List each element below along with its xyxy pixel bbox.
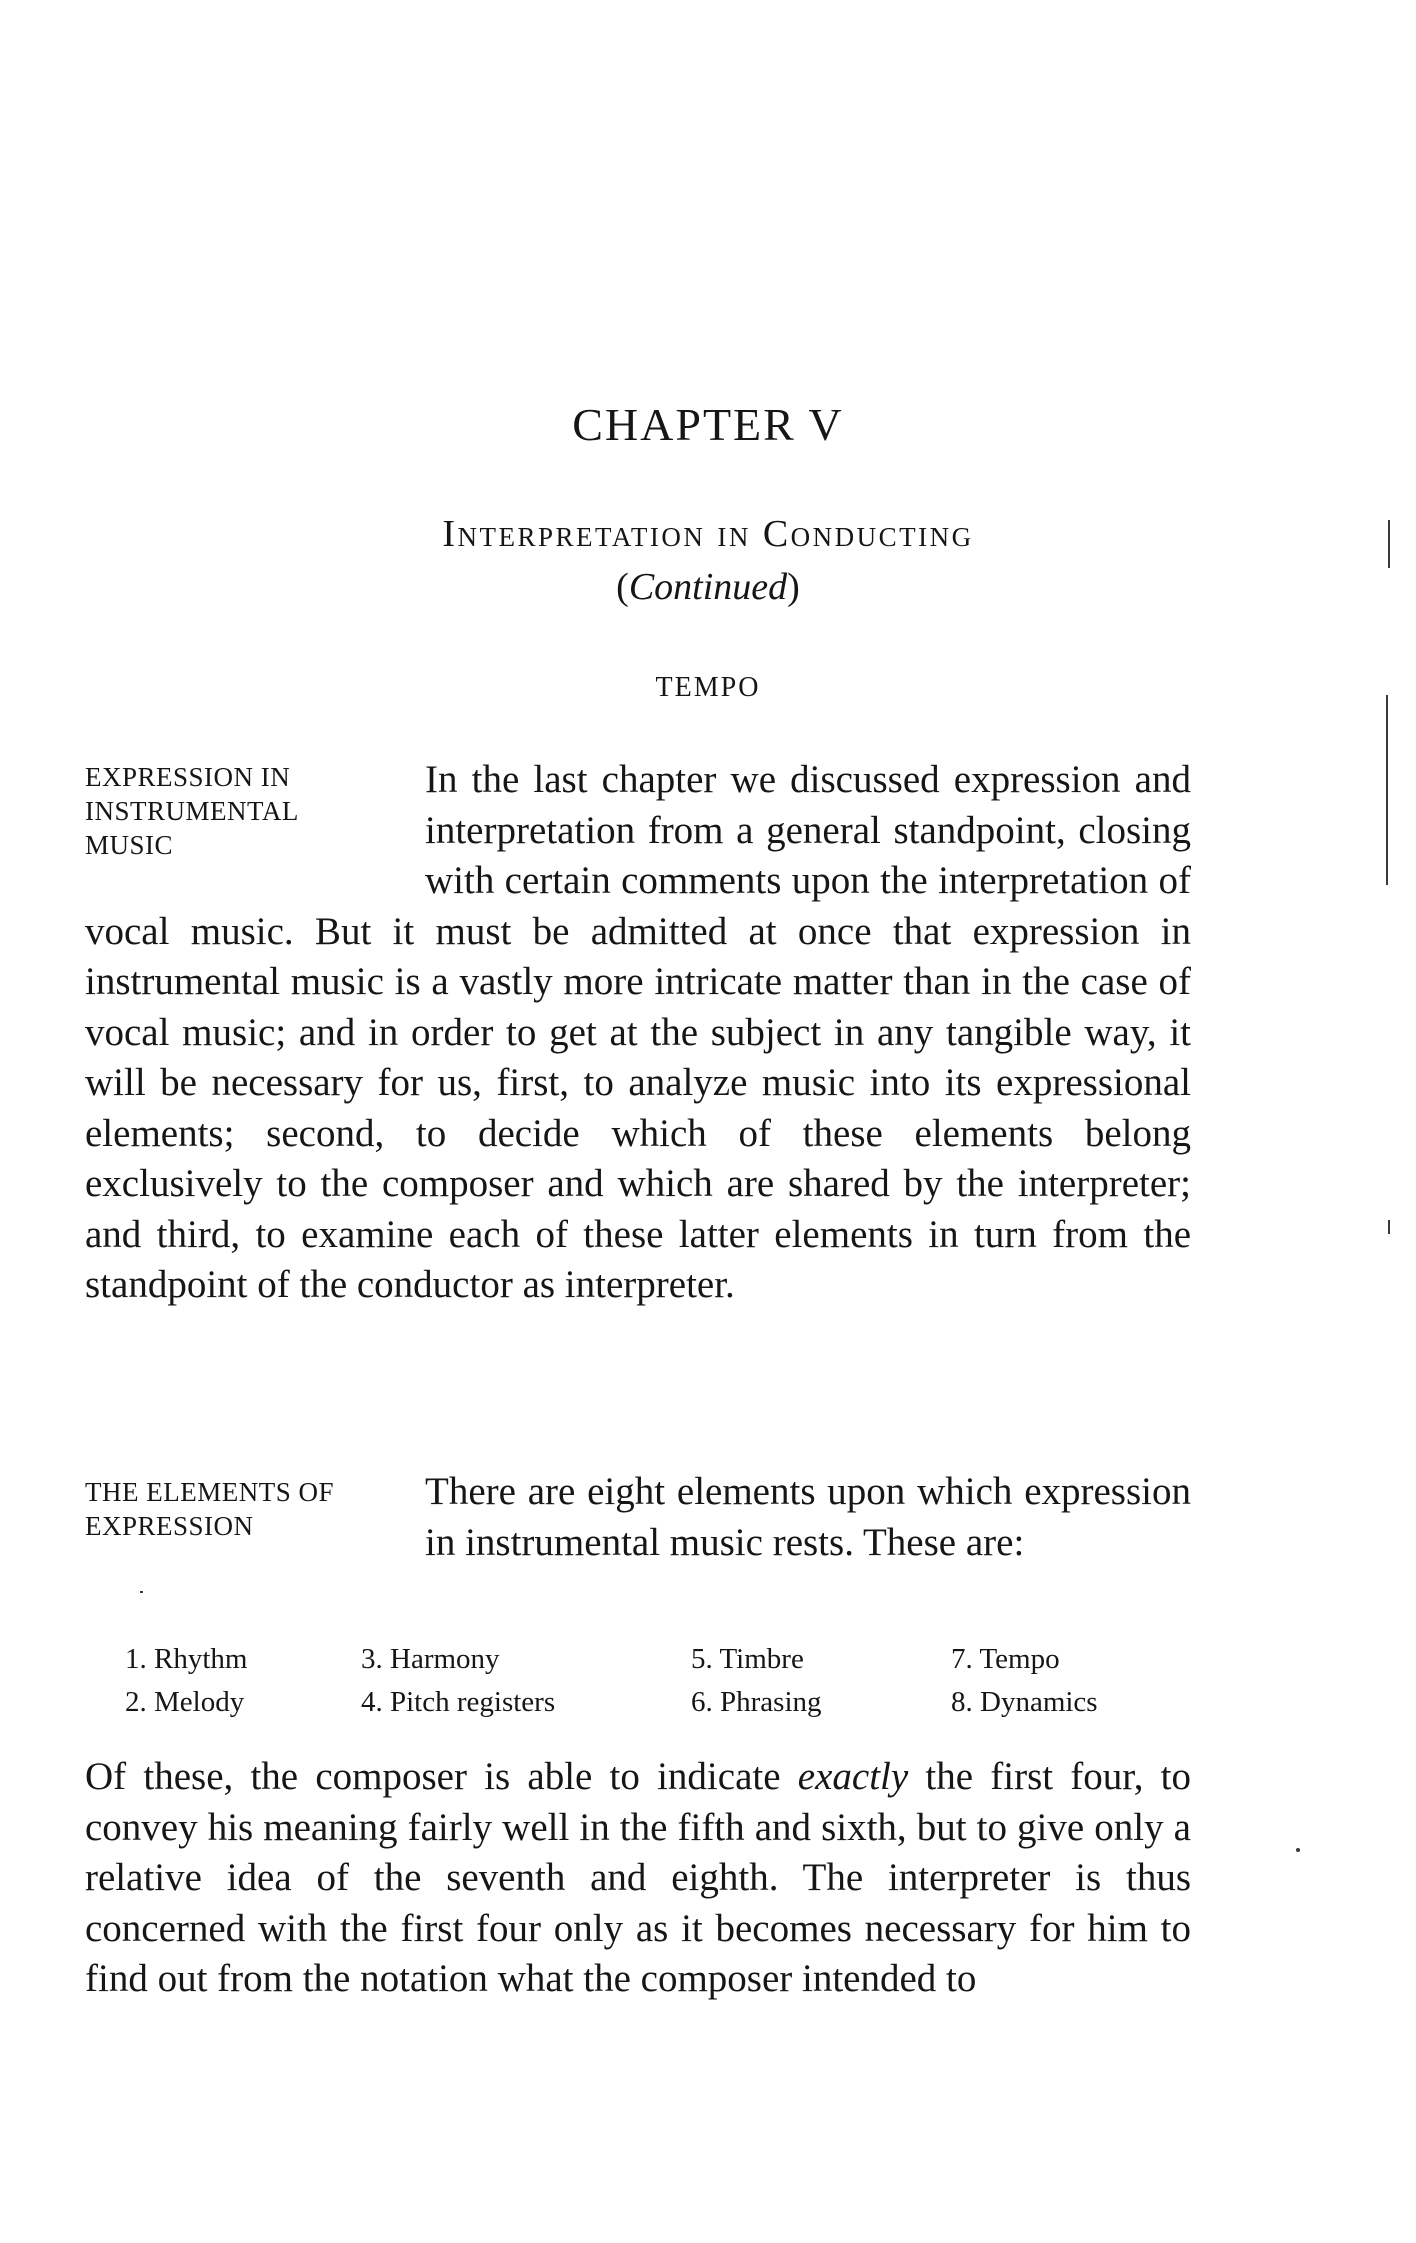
list-item: 1. Rhythm [125, 1643, 248, 1675]
elements-list-row [125, 1681, 1191, 1724]
paragraph-elements-text: There are eight elements upon which expression in instrumental music rests. These are: [425, 1470, 1191, 1564]
paragraph-composer-text-end: the first four, to convey his meaning fairly well in the fifth and sixth, but to give only a relative idea of the seventh and eighth. The interpreter is thus concerned with the first four only as it becomes necessary for him to find out from the notation what the composer intended to [85, 1755, 1192, 2000]
scan-mark [1388, 1220, 1390, 1234]
scan-mark [1296, 1848, 1300, 1852]
continued-close-paren: ) [787, 566, 800, 608]
margin-note-spacer [85, 1467, 425, 1617]
list-item: 8. Dynamics [951, 1686, 1098, 1718]
list-item: 2. Melody [125, 1686, 245, 1718]
scan-mark [1386, 695, 1388, 885]
paragraph-composer [85, 1752, 1191, 2005]
list-item: 5. Timbre [691, 1643, 804, 1675]
list-item: 4. Pitch registers [361, 1686, 556, 1718]
paragraph-elements [85, 1467, 1191, 1617]
emphasis-exactly: exactly [797, 1755, 909, 1798]
list-item: 7. Tempo [951, 1643, 1060, 1675]
chapter-title: CHAPTER V [572, 399, 844, 450]
list-item: 6. Phrasing [691, 1686, 822, 1718]
list-item: 3. Harmony [361, 1643, 500, 1675]
paragraph-composer-text-start: Of these, the composer is able to indicate [85, 1755, 781, 1798]
paragraph-expression-text: In the last chapter we discussed expression and interpretation from a general standpoint, closing with certain comments upon the interpretation of vocal music. But it must be admitted at once that expression in instrumental music is a vastly more intricate matter than in the case of vocal music; and in order to get at the subject in any tangible way, it will be necessary for us, first, to analyze music into its expressional elements; second, to decide which of these elements belong exclusively to the composer and which are shared by the interpreter; and third, to examine each of these latter elements in turn from the standpoint of the conductor as interpreter. [85, 758, 1191, 1306]
scan-mark [1388, 520, 1390, 568]
continued-word: Continued [628, 566, 788, 608]
scan-mark [140, 1591, 143, 1593]
section-title: Interpretation in Conducting [442, 513, 974, 555]
continued-label [0, 565, 1416, 609]
subsection-heading: TEMPO [655, 672, 761, 703]
paragraph-expression [85, 755, 1191, 1311]
elements-list [125, 1638, 1191, 1724]
margin-note-spacer [85, 755, 425, 905]
elements-list-row [125, 1638, 1191, 1681]
margin-note-expression: EXPRESSION IN INSTRUMENTAL MUSIC [85, 762, 298, 860]
continued-open-paren: ( [616, 566, 629, 608]
margin-note-elements: THE ELEMENTS OF EXPRESSION [85, 1477, 334, 1541]
